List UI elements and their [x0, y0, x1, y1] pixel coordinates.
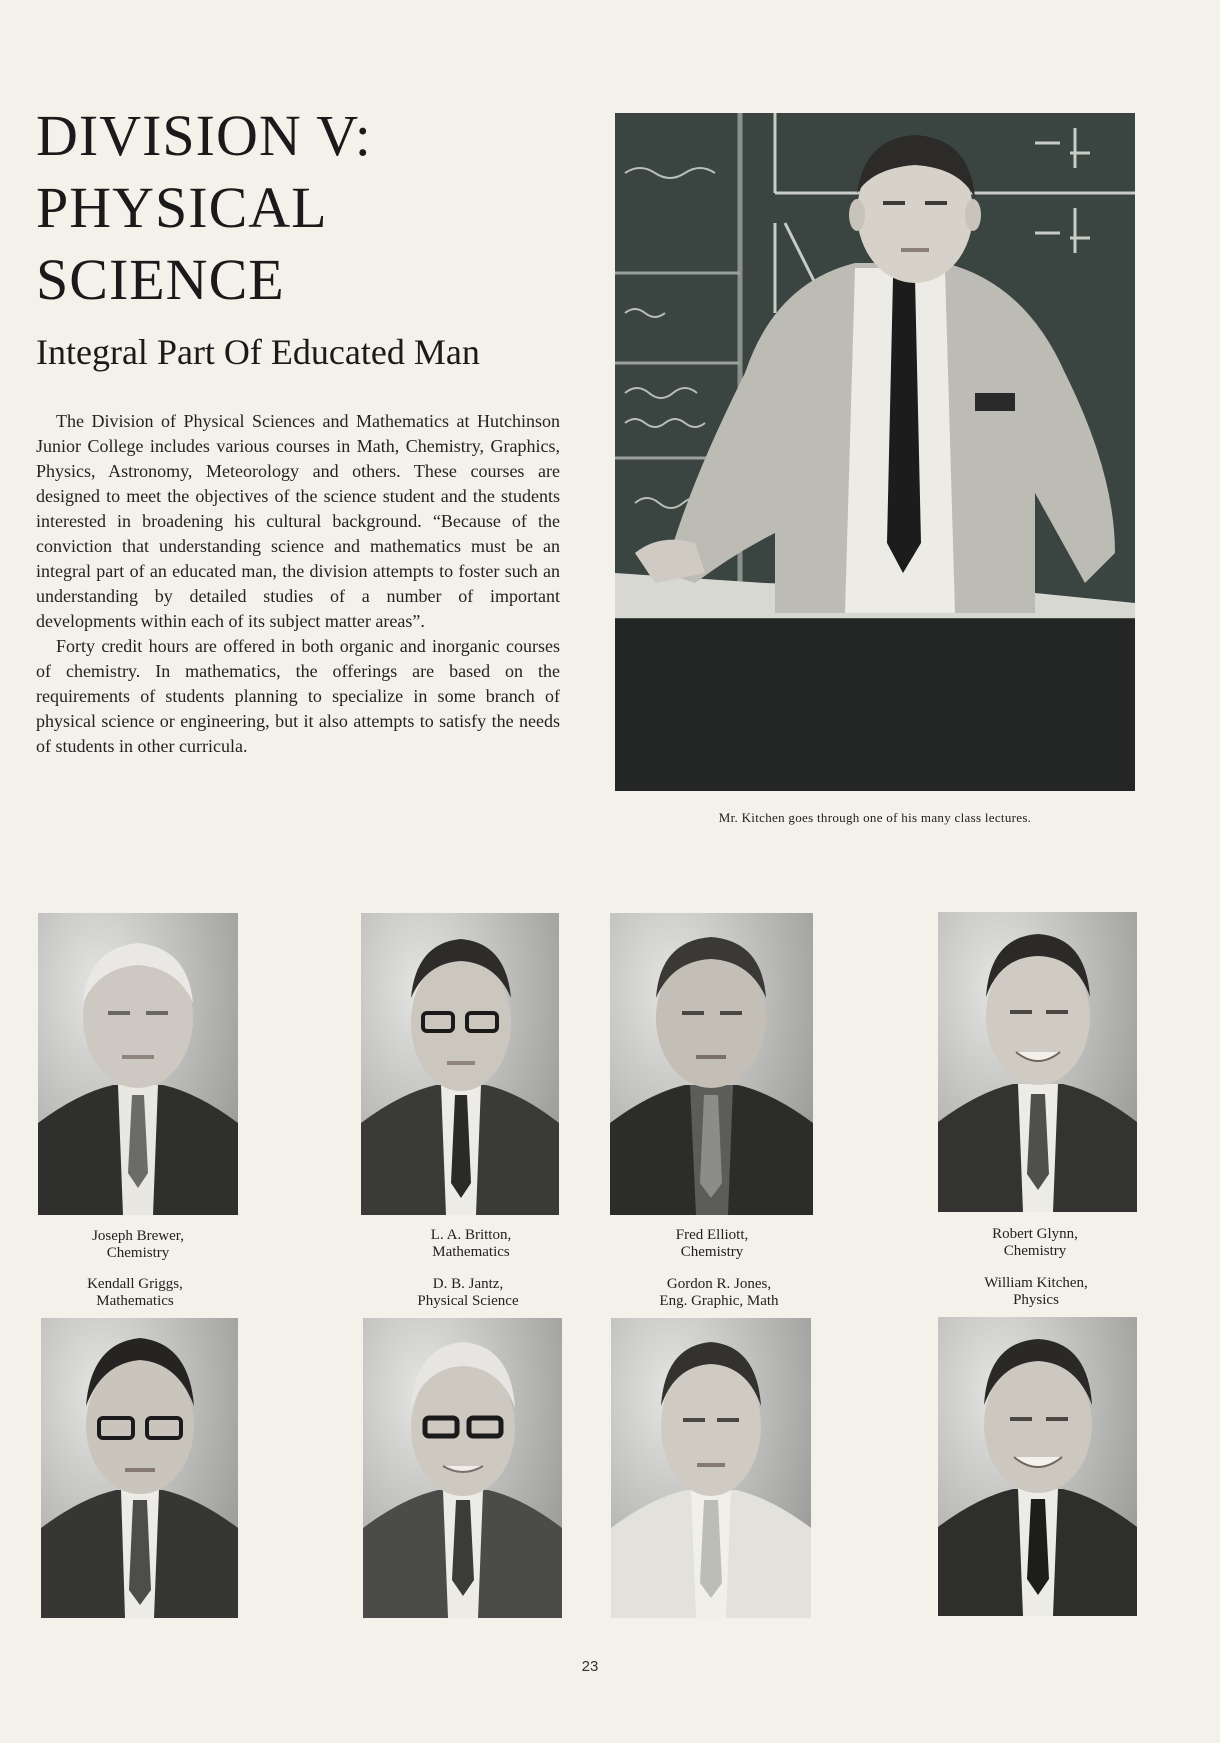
- faculty-name: Fred Elliott,: [675, 1227, 749, 1243]
- page-subtitle: Integral Part Of Educated Man: [36, 332, 480, 372]
- page-number: 23: [581, 1658, 599, 1675]
- faculty-subject: Mathematics: [432, 1244, 510, 1260]
- faculty-name: Robert Glynn,: [992, 1226, 1078, 1242]
- faculty-subject: Mathematics: [96, 1293, 174, 1309]
- faculty-portrait: [611, 1318, 811, 1618]
- title-line: PHYSICAL: [36, 175, 328, 240]
- faculty-subject: Chemistry: [106, 1245, 170, 1261]
- faculty-name: Kendall Griggs,: [87, 1276, 183, 1292]
- faculty-portrait: [38, 913, 238, 1215]
- faculty-subject: Physical Science: [417, 1293, 519, 1309]
- article-body: [36, 409, 560, 759]
- faculty-caption: [935, 1226, 1135, 1260]
- faculty-caption: [35, 1276, 235, 1310]
- faculty-caption: [936, 1275, 1136, 1309]
- faculty-name: D. B. Jantz,: [432, 1276, 504, 1292]
- faculty-subject: Chemistry: [680, 1244, 744, 1260]
- faculty-portrait: [361, 913, 559, 1215]
- title-line: SCIENCE: [36, 247, 285, 312]
- faculty-subject: Physics: [1013, 1292, 1059, 1308]
- faculty-portrait: [938, 1317, 1137, 1616]
- paragraph: The Division of Physical Sciences and Mathematics at Hutchinson Junior College includes various courses in Math, Chemistry, Graphics, Physics, Astronomy, Meteorology and others. These courses are designed to meet the objectives of the science student and the students interested in broadening his cultural background. “Because of the conviction that understanding science and mathematics must be an integral part of an educated man, the division attempts to foster such an understanding by detailed studies of a number of important developments within each of its subject matter areas”.: [36, 411, 560, 631]
- faculty-name: Joseph Brewer,: [92, 1228, 184, 1244]
- title-line: DIVISION V:: [36, 103, 372, 168]
- faculty-name: William Kitchen,: [984, 1275, 1088, 1291]
- faculty-subject: Chemistry: [1003, 1243, 1067, 1259]
- faculty-portrait: [363, 1318, 562, 1618]
- faculty-portrait: [610, 913, 813, 1215]
- faculty-caption: [612, 1227, 812, 1261]
- faculty-portrait: [41, 1318, 238, 1618]
- faculty-name: L. A. Britton,: [430, 1227, 512, 1243]
- faculty-portrait: [938, 912, 1137, 1212]
- lecture-photo-caption: Mr. Kitchen goes through one of his many class lectures.: [718, 810, 1032, 825]
- faculty-subject: Eng. Graphic, Math: [659, 1293, 779, 1309]
- faculty-caption: [614, 1276, 824, 1310]
- faculty-name: Gordon R. Jones,: [666, 1276, 772, 1292]
- faculty-caption: [363, 1276, 573, 1310]
- paragraph: Forty credit hours are offered in both organic and inorganic courses of chemistry. In mathematics, the offerings are based on the requirements of students planning to specialize in some branch of physical science or engineering, but it also attempts to satisfy the needs of students in other curricula.: [36, 636, 560, 756]
- faculty-caption: [371, 1227, 571, 1261]
- page-title: [36, 100, 576, 316]
- lecture-photo: [615, 113, 1135, 791]
- faculty-caption: [38, 1228, 238, 1262]
